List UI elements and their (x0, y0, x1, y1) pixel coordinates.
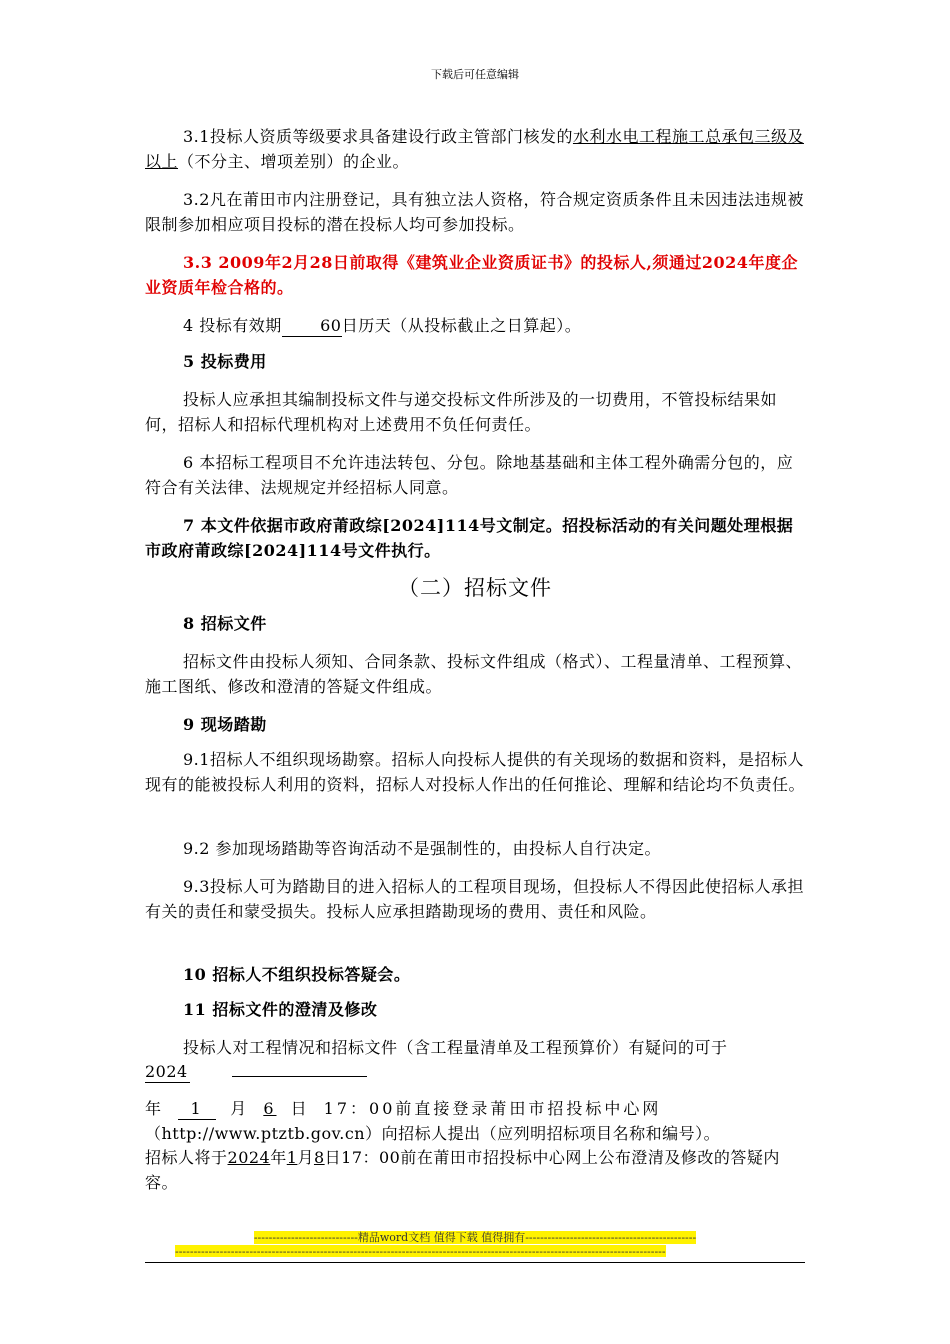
footer-watermark-line (0, 1229, 950, 1245)
announce-day: 8 (313, 1148, 325, 1167)
clause-11-announcement (145, 1145, 807, 1195)
qualification-requirement: 水利水电工程施工总承包三级及以上 (145, 127, 804, 171)
footer-rule (145, 1262, 805, 1263)
year-blank-tail (232, 1076, 367, 1077)
validity-label: 4 投标有效期 (183, 316, 282, 335)
day-value: 6 (263, 1099, 277, 1118)
clause-3-2: 3.2凡在莆田市内注册登记，具有独立法人资格，符合规定资质条件且未因违法违规被限制参加相应项目投标的潜在投标人均可参加投标。 (145, 190, 804, 234)
month-blank: 1 (178, 1099, 216, 1120)
announce-month-suffix: 月 (297, 1148, 314, 1167)
clause-11-date-line (145, 1096, 807, 1121)
announce-year-suffix: 年 (270, 1148, 287, 1167)
clause-4 (145, 313, 807, 338)
month-suffix: 月 (230, 1099, 250, 1118)
announce-month: 1 (286, 1148, 298, 1167)
clause-3-1 (145, 124, 807, 174)
page-header: 下载后可任意编辑 (431, 68, 519, 81)
clause-11-website: （http://www.ptztb.gov.cn）向招标人提出（应列明招标项目名称和编号）。 (145, 1124, 721, 1143)
clause-9-3: 9.3投标人可为踏勘目的进入招标人的工程项目现场，但投标人不得因此使招标人承担有关的责任和蒙受损失。投标人应承担踏勘现场的费用、责任和风险。 (145, 877, 804, 921)
clause-3-1-tail: （不分主、增项差别）的企业。 (178, 152, 410, 171)
announce-prefix: 招标人将于 (145, 1148, 228, 1167)
validity-days: 60 (282, 316, 342, 337)
validity-tail: 日历天（从投标截止之日算起）。 (341, 316, 582, 335)
clause-8-body: 招标文件由投标人须知、合同条款、投标文件组成（格式）、工程量清单、工程预算、施工图纸、修改和澄清的答疑文件组成。 (145, 652, 803, 696)
clause-8-title: 8 招标文件 (183, 614, 267, 633)
clause-3-3: 3.3 2009年2月28日前取得《建筑业企业资质证书》的投标人,须通过2024年度企业资质年检合格的。 (145, 253, 798, 297)
footer-dash-text: ------------------------------------------------------------------------------------------------------------------------------------ (175, 1245, 666, 1257)
section-title: （二）招标文件 (398, 576, 552, 600)
clause-7: 7 本文件依据市政府莆政综[2024]114号文制定。招投标活动的有关问题处理根据市政府莆政综[2024]114号文件执行。 (145, 516, 794, 560)
year-suffix: 年 (145, 1099, 165, 1118)
year-blank: 2024 (145, 1062, 190, 1083)
footer-dash-line (175, 1245, 775, 1257)
clause-9-title: 9 现场踏勘 (183, 715, 267, 734)
announce-year: 2024 (227, 1148, 271, 1167)
clause-9-1: 9.1招标人不组织现场勘察。招标人向投标人提供的有关现场的数据和资料，是招标人现有的能被投标人利用的资料，招标人对投标人作出的任何推论、理解和结论均不负责任。 (145, 750, 806, 794)
clause-10: 10 招标人不组织投标答疑会。 (183, 965, 411, 984)
clause-11-title: 11 招标文件的澄清及修改 (183, 1000, 378, 1019)
clause-3-1-text: 3.1投标人资质等级要求具备建设行政主管部门核发的 (183, 127, 573, 146)
clause-11-year-row (145, 1059, 807, 1084)
clause-5-body: 投标人应承担其编制投标文件与递交投标文件所涉及的一切费用，不管投标结果如何，招标人和招标代理机构对上述费用不负任何责任。 (145, 390, 778, 434)
clause-9-2: 9.2 参加现场踏勘等咨询活动不是强制性的，由投标人自行决定。 (183, 839, 662, 858)
clause-6: 6 本招标工程项目不允许违法转包、分包。除地基基础和主体工程外确需分包的，应符合有关法律、法规规定并经招标人同意。 (145, 453, 794, 497)
clause-11-intro: 投标人对工程情况和招标文件（含工程量清单及工程预算价）有疑问的可于 (183, 1038, 728, 1057)
announce-tail: 日17：00前在莆田市招投标中心网上公布澄清及修改的答疑内容。 (145, 1148, 780, 1192)
clause-5-title: 5 投标费用 (183, 352, 267, 371)
footer-watermark-text: ----------------------------精品word文档 值得下载 值得拥有---------------------------------------------- (253, 1231, 697, 1244)
deadline-text: 日 17：00前直接登录莆田市招投标中心网 (290, 1099, 662, 1118)
